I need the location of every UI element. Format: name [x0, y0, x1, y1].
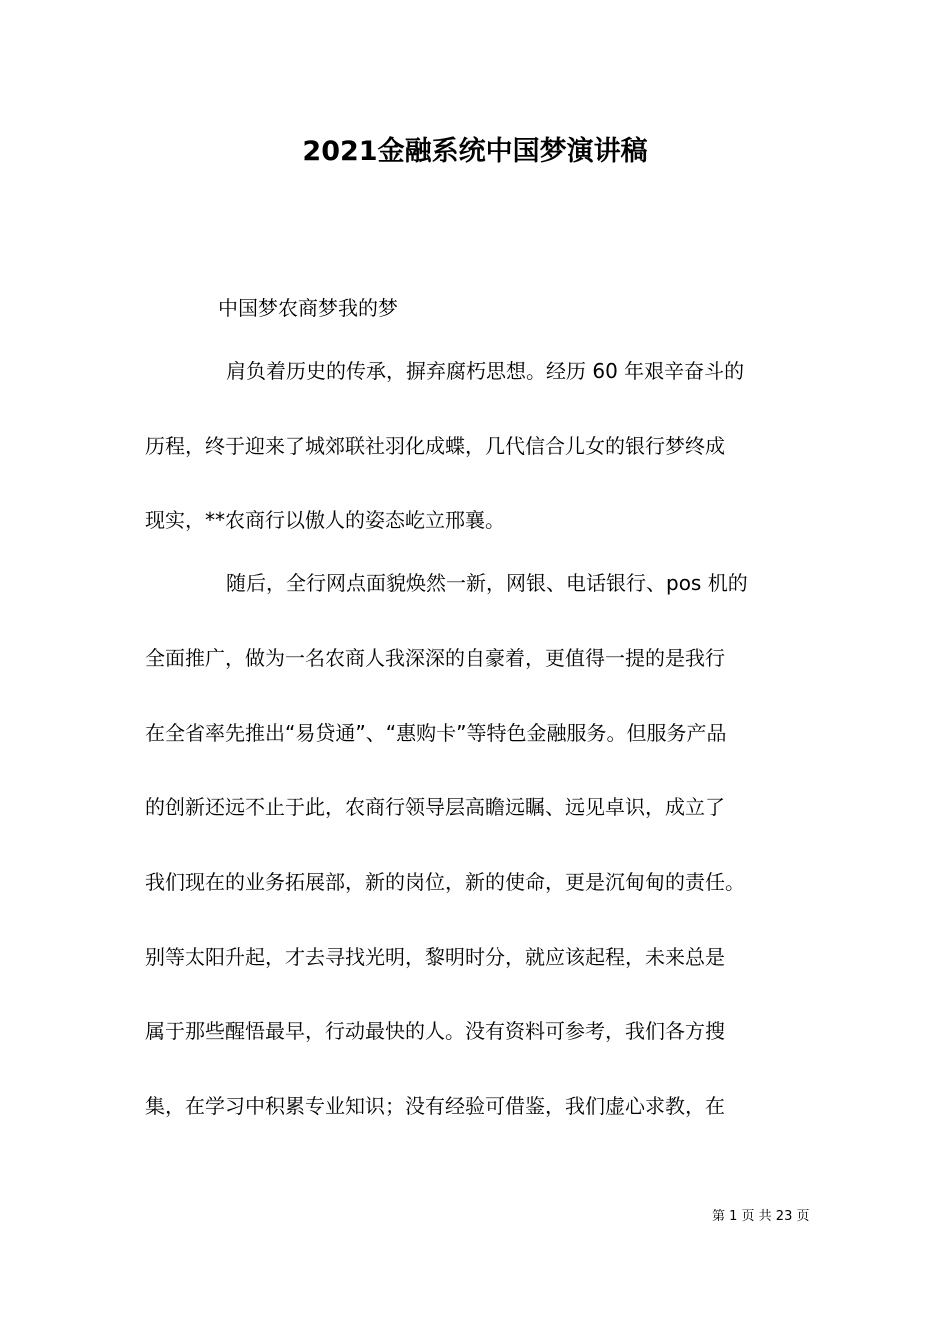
paragraph-line: 集，在学习中积累专业知识；没有经验可借鉴，我们虚心求教，在: [145, 1094, 725, 1118]
paragraph-line: 全面推广，做为一名农商人我深深的自豪着，更值得一提的是我行: [145, 646, 725, 670]
paragraph-line: 的创新还远不止于此，农商行领导层高瞻远瞩、远见卓识，成立了: [145, 795, 725, 819]
paragraph-line: 现实，**农商行以傲人的姿态屹立邢襄。: [145, 508, 505, 532]
subtitle-line: 中国梦农商梦我的梦: [218, 296, 398, 320]
paragraph-line: 随后，全行网点面貌焕然一新，网银、电话银行、pos 机的: [226, 571, 748, 595]
document-title: 2021金融系统中国梦演讲稿: [302, 136, 648, 167]
paragraph-line: 肩负着历史的传承，摒弃腐朽思想。经历 60 年艰辛奋斗的: [226, 359, 745, 383]
paragraph-line: 属于那些醒悟最早，行动最快的人。没有资料可参考，我们各方搜: [145, 1019, 725, 1043]
paragraph-line: 我们现在的业务拓展部，新的岗位，新的使命，更是沉甸甸的责任。: [145, 870, 745, 894]
page-footer: 第 1 页 共 23 页: [712, 1209, 810, 1224]
paragraph-line: 别等太阳升起，才去寻找光明，黎明时分，就应该起程，未来总是: [145, 945, 725, 969]
paragraph-line: 在全省率先推出“易贷通”、“惠购卡”等特色金融服务。但服务产品: [145, 721, 727, 745]
paragraph-line: 历程，终于迎来了城郊联社羽化成蝶，几代信合儿女的银行梦终成: [145, 434, 725, 458]
